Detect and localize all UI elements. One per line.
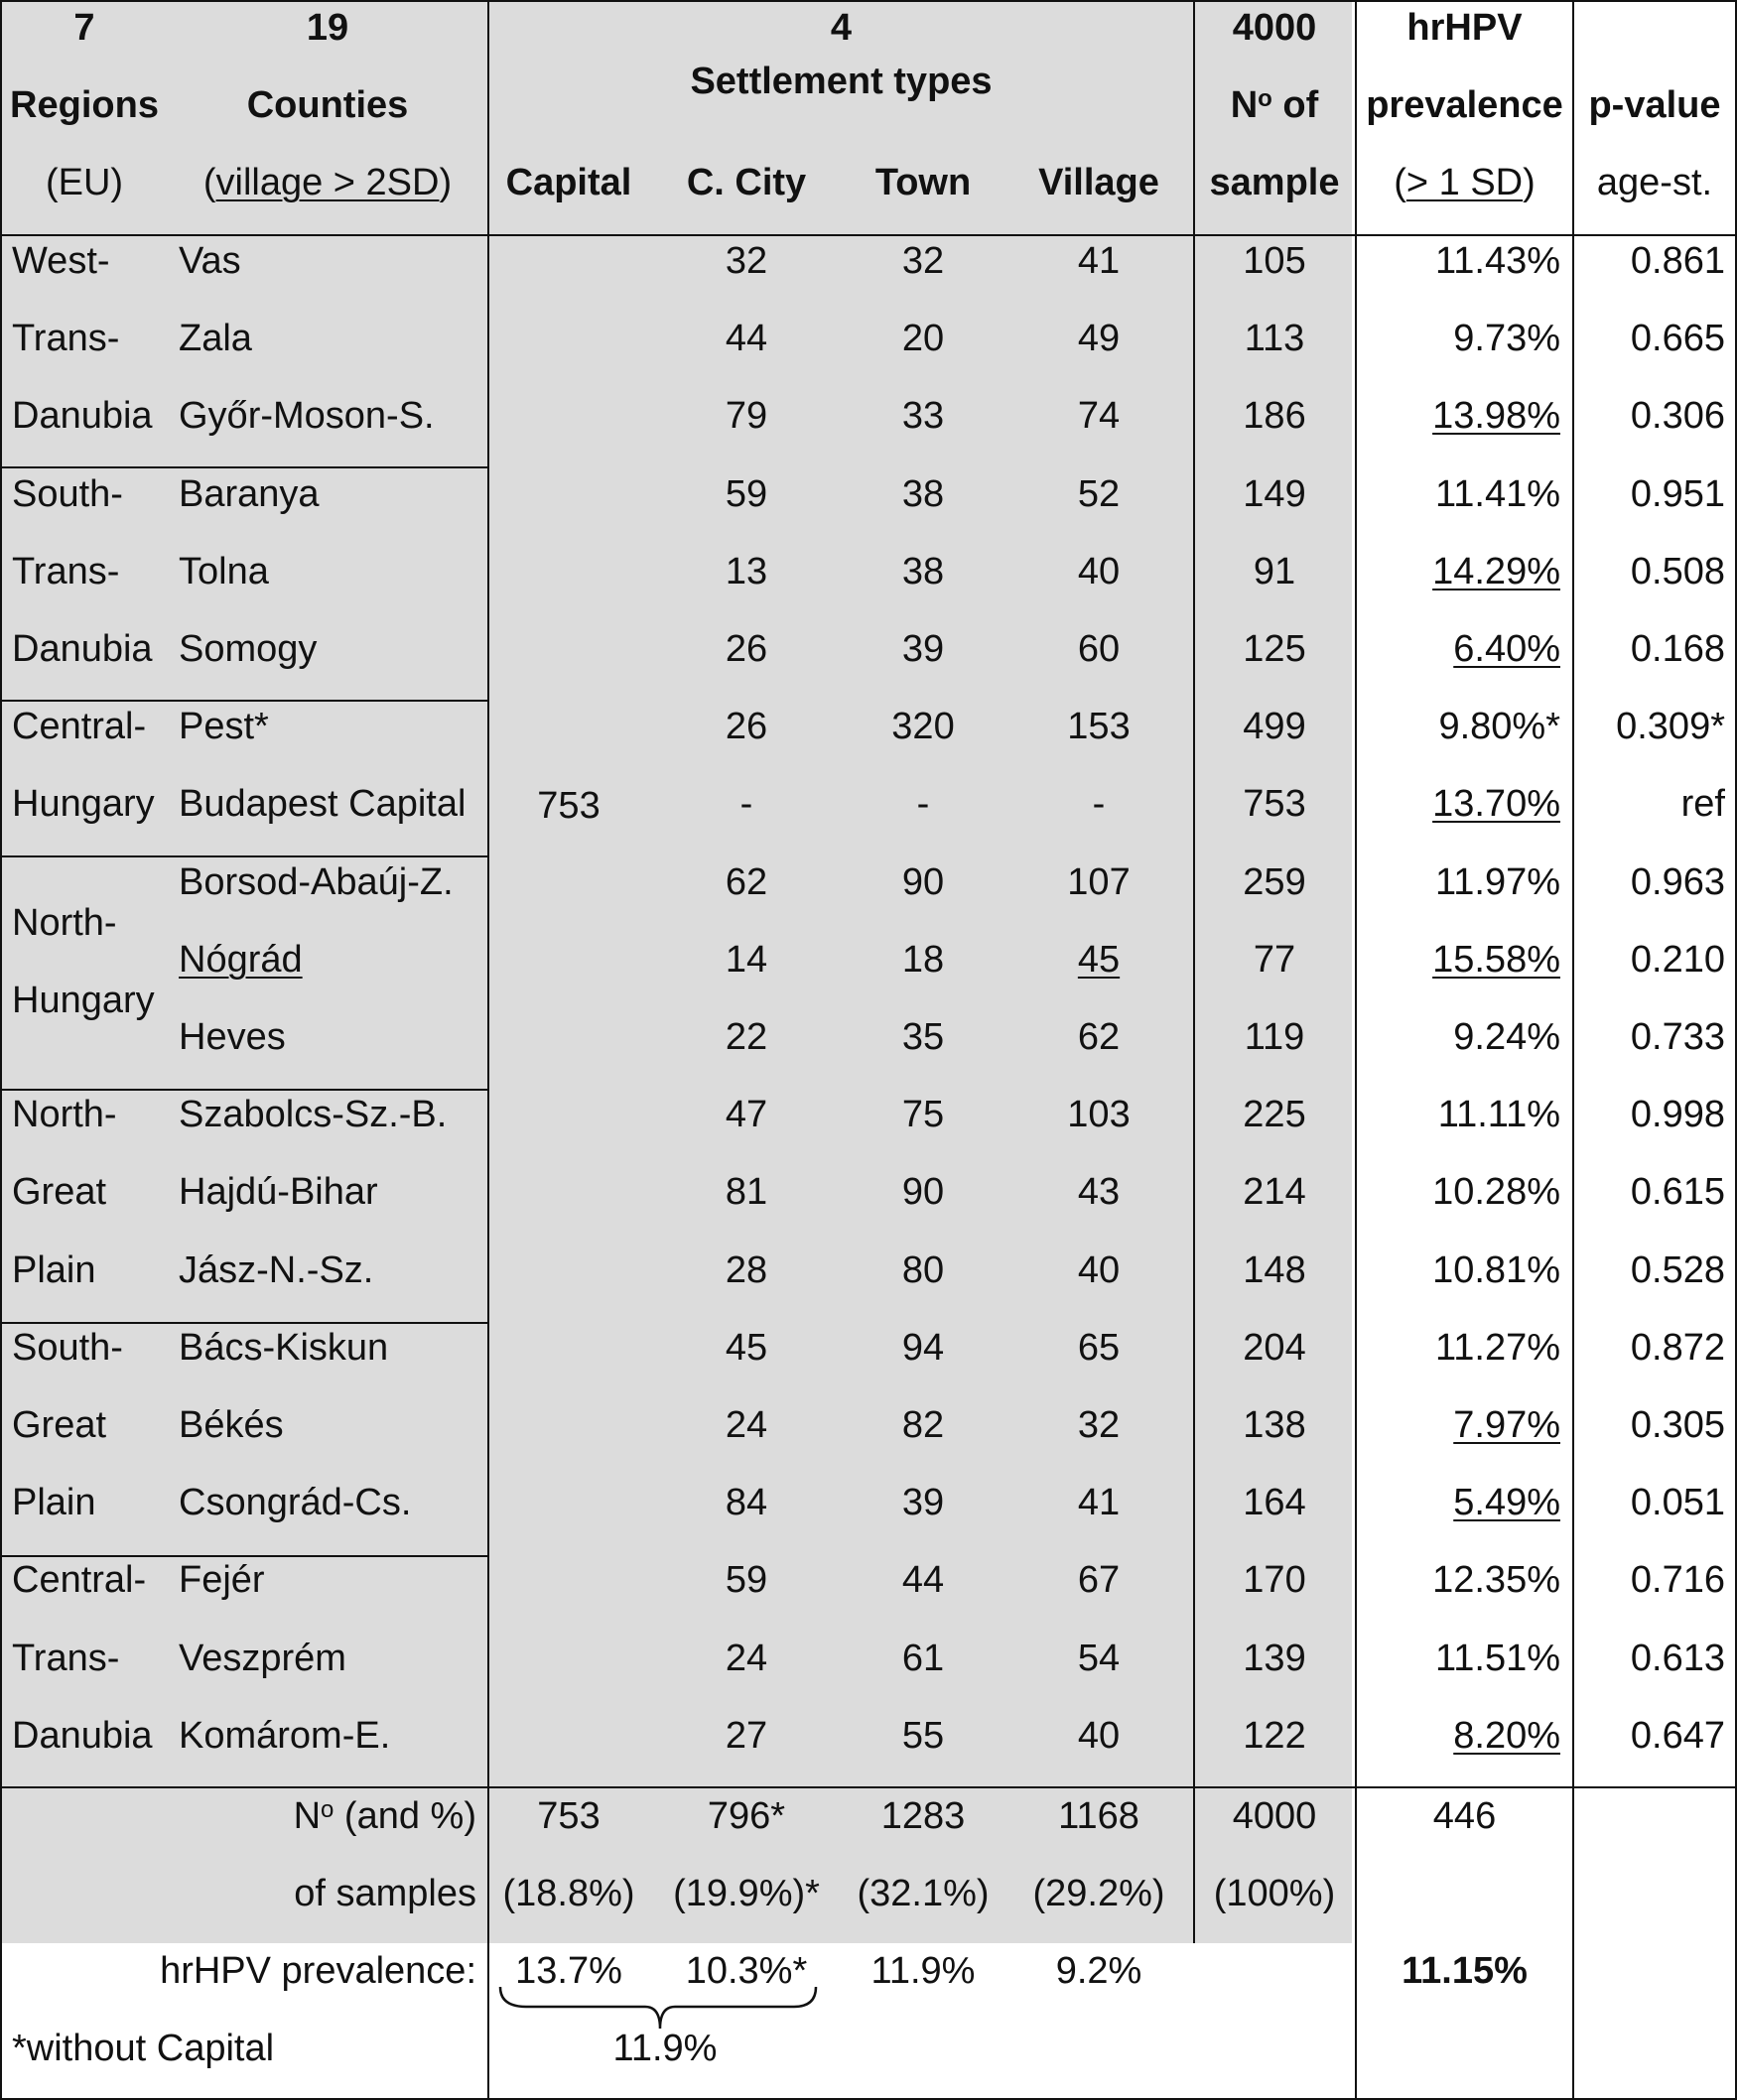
county-cell: Komárom-E. bbox=[179, 1715, 391, 1757]
prevalence-cell: 13.70% bbox=[1432, 783, 1560, 825]
county-cell: Vas bbox=[179, 240, 241, 282]
region-label: Hungary bbox=[12, 980, 155, 1021]
pvalue-cell: 0.210 bbox=[1630, 939, 1725, 981]
village-cell: 40 bbox=[1077, 1715, 1121, 1757]
village-cell: 40 bbox=[1077, 551, 1121, 592]
town-cell: 39 bbox=[901, 628, 945, 670]
region-label: West- bbox=[12, 240, 110, 282]
regions-sub: (EU) bbox=[45, 162, 124, 203]
town-cell: 55 bbox=[901, 1715, 945, 1757]
prevalence-cell: 14.29% bbox=[1432, 551, 1560, 592]
county-cell: Békés bbox=[179, 1404, 284, 1446]
county-cell: Borsod-Abaúj-Z. bbox=[179, 861, 454, 903]
sample-label-2: sample bbox=[1209, 162, 1340, 203]
village-cell: 60 bbox=[1077, 628, 1121, 670]
settlement-label: Settlement types bbox=[690, 61, 993, 102]
sample-cell: 186 bbox=[1243, 395, 1306, 437]
hline-region-2 bbox=[0, 700, 489, 702]
ccity-cell: 26 bbox=[725, 706, 768, 747]
summary-capital-pct: (18.8%) bbox=[502, 1873, 635, 1914]
summary-label: $N^o$ (and %) bbox=[293, 1795, 476, 1837]
ccity-cell: 24 bbox=[725, 1638, 768, 1679]
ccity-cell: 13 bbox=[725, 551, 768, 592]
town-cell: 38 bbox=[901, 551, 945, 592]
county-cell: Fejér bbox=[179, 1559, 265, 1601]
county-cell: Zala bbox=[179, 318, 252, 359]
capital-value: 753 bbox=[537, 785, 601, 827]
ccity-cell: 22 bbox=[725, 1016, 768, 1058]
summary-town: 1283 bbox=[880, 1795, 966, 1837]
town-cell: - bbox=[916, 783, 930, 825]
summary-capital: 753 bbox=[537, 1795, 601, 1837]
prevalence-cell: 11.41% bbox=[1434, 473, 1560, 515]
border-left bbox=[0, 0, 2, 2100]
ccity-cell: 27 bbox=[725, 1715, 768, 1757]
region-label: Danubia bbox=[12, 628, 153, 670]
village-cell: 67 bbox=[1077, 1559, 1121, 1601]
hpv-label-2: prevalence bbox=[1366, 84, 1563, 126]
pvalue-cell: 0.305 bbox=[1630, 1404, 1725, 1446]
prevalence-cell: 8.20% bbox=[1453, 1715, 1560, 1757]
ccity-cell: - bbox=[739, 783, 753, 825]
hline-region-6 bbox=[0, 1555, 489, 1557]
p-sub: age-st. bbox=[1596, 162, 1713, 203]
village-cell: 45 bbox=[1077, 939, 1121, 981]
pvalue-cell: 0.051 bbox=[1630, 1482, 1725, 1523]
town-cell: 80 bbox=[901, 1249, 945, 1291]
ccity-cell: 47 bbox=[725, 1094, 768, 1135]
sample-cell: 138 bbox=[1243, 1404, 1306, 1446]
ccity-cell: 59 bbox=[725, 473, 768, 515]
col-town: Town bbox=[874, 162, 972, 203]
town-cell: 320 bbox=[891, 706, 955, 747]
sample-cell: 170 bbox=[1243, 1559, 1306, 1601]
sample-cell: 139 bbox=[1243, 1638, 1306, 1679]
county-cell: Budapest Capital bbox=[179, 783, 467, 825]
village-cell: 153 bbox=[1067, 706, 1131, 747]
sample-cell: 499 bbox=[1243, 706, 1306, 747]
pvalue-cell: 0.647 bbox=[1630, 1715, 1725, 1757]
village-cell: 65 bbox=[1077, 1327, 1121, 1369]
pvalue-cell: 0.306 bbox=[1630, 395, 1725, 437]
hline-region-1 bbox=[0, 466, 489, 468]
village-cell: 62 bbox=[1077, 1016, 1121, 1058]
sample-cell: 125 bbox=[1243, 628, 1306, 670]
sample-cell: 204 bbox=[1243, 1327, 1306, 1369]
summary-ccity: 796* bbox=[707, 1795, 786, 1837]
prevalence-label: hrHPV prevalence: bbox=[160, 1950, 476, 1992]
village-cell: 43 bbox=[1077, 1171, 1121, 1213]
summary-positives: 446 bbox=[1432, 1795, 1497, 1837]
prevalence-cell: 11.97% bbox=[1434, 861, 1560, 903]
summary-total: 4000 bbox=[1232, 1795, 1317, 1837]
region-label: Danubia bbox=[12, 395, 153, 437]
region-label: Plain bbox=[12, 1482, 96, 1523]
pvalue-cell: 0.872 bbox=[1630, 1327, 1725, 1369]
sample-cell: 113 bbox=[1244, 318, 1305, 359]
village-cell: 32 bbox=[1077, 1404, 1121, 1446]
region-label: Trans- bbox=[12, 318, 120, 359]
counties-sub: (village > 2SD) bbox=[202, 162, 453, 203]
region-label: Danubia bbox=[12, 1715, 153, 1757]
county-cell: Jász-N.-Sz. bbox=[179, 1249, 374, 1291]
sample-cell: 225 bbox=[1243, 1094, 1306, 1135]
prevalence-cell: 9.24% bbox=[1453, 1016, 1560, 1058]
county-cell: Hajdú-Bihar bbox=[179, 1171, 378, 1213]
town-cell: 38 bbox=[901, 473, 945, 515]
summary-village-pct: (29.2%) bbox=[1032, 1873, 1165, 1914]
town-cell: 44 bbox=[901, 1559, 945, 1601]
pvalue-cell: 0.951 bbox=[1630, 473, 1725, 515]
county-cell: Szabolcs-Sz.-B. bbox=[179, 1094, 448, 1135]
village-cell: 40 bbox=[1077, 1249, 1121, 1291]
county-cell: Somogy bbox=[179, 628, 318, 670]
ccity-cell: 84 bbox=[725, 1482, 768, 1523]
summary-village: 1168 bbox=[1058, 1795, 1139, 1837]
sample-cell: 122 bbox=[1243, 1715, 1306, 1757]
vline-after-counties bbox=[487, 0, 489, 2100]
village-cell: 54 bbox=[1077, 1638, 1121, 1679]
ccity-cell: 59 bbox=[725, 1559, 768, 1601]
region-label: North- bbox=[12, 902, 117, 944]
town-cell: 90 bbox=[901, 861, 945, 903]
prevalence-ccity: 10.3%* bbox=[685, 1950, 808, 1992]
hline-region-5 bbox=[0, 1322, 489, 1324]
region-label: North- bbox=[12, 1094, 117, 1135]
hline-region-3 bbox=[0, 855, 489, 857]
regions-count: 7 bbox=[73, 7, 95, 49]
pvalue-cell: 0.665 bbox=[1630, 318, 1725, 359]
ccity-cell: 28 bbox=[725, 1249, 768, 1291]
prevalence-cell: 13.98% bbox=[1432, 395, 1560, 437]
col-capital: Capital bbox=[505, 162, 632, 203]
combined-prevalence: 11.9% bbox=[612, 2028, 718, 2069]
prevalence-cell: 11.43% bbox=[1434, 240, 1560, 282]
pvalue-cell: 0.963 bbox=[1630, 861, 1725, 903]
summary-town-pct: (32.1%) bbox=[857, 1873, 990, 1914]
town-cell: 35 bbox=[901, 1016, 945, 1058]
region-label: Trans- bbox=[12, 551, 120, 592]
county-cell: Tolna bbox=[179, 551, 269, 592]
counties-label: Counties bbox=[246, 84, 409, 126]
pvalue-cell: 0.733 bbox=[1630, 1016, 1725, 1058]
footnote: *without Capital bbox=[12, 2028, 275, 2069]
village-cell: 74 bbox=[1077, 395, 1121, 437]
county-cell: Nógrád bbox=[179, 939, 303, 981]
prevalence-cell: 10.28% bbox=[1432, 1171, 1560, 1213]
region-label: South- bbox=[12, 473, 123, 515]
col-ccity: C. City bbox=[686, 162, 807, 203]
town-cell: 39 bbox=[901, 1482, 945, 1523]
col-village: Village bbox=[1038, 162, 1159, 203]
hline-region-4 bbox=[0, 1089, 489, 1091]
border-top bbox=[0, 0, 1737, 2]
hline-header bbox=[0, 234, 1737, 236]
prevalence-cell: 10.81% bbox=[1432, 1249, 1560, 1291]
town-cell: 20 bbox=[901, 318, 945, 359]
village-cell: 49 bbox=[1077, 318, 1121, 359]
sample-cell: 214 bbox=[1243, 1171, 1306, 1213]
ccity-cell: 44 bbox=[725, 318, 768, 359]
p-label: p-value bbox=[1588, 84, 1721, 126]
summary-total-pct: (100%) bbox=[1213, 1873, 1336, 1914]
hpv-label-1: hrHPV bbox=[1406, 7, 1523, 49]
sample-cell: 105 bbox=[1243, 240, 1306, 282]
summary-label-2: of samples bbox=[294, 1873, 476, 1914]
region-label: Plain bbox=[12, 1249, 96, 1291]
summary-ccity-pct: (19.9%)* bbox=[673, 1873, 820, 1914]
prevalence-total: 11.15% bbox=[1402, 1950, 1528, 1992]
prevalence-cell: 9.73% bbox=[1453, 318, 1560, 359]
pvalue-cell: 0.528 bbox=[1630, 1249, 1725, 1291]
town-cell: 82 bbox=[901, 1404, 945, 1446]
sample-count: 4000 bbox=[1232, 7, 1317, 49]
ccity-cell: 45 bbox=[725, 1327, 768, 1369]
pvalue-cell: ref bbox=[1680, 783, 1725, 825]
town-cell: 94 bbox=[901, 1327, 945, 1369]
prevalence-cell: 12.35% bbox=[1432, 1559, 1560, 1601]
region-label: Great bbox=[12, 1171, 107, 1213]
prevalence-cell: 7.97% bbox=[1453, 1404, 1560, 1446]
region-label: Central- bbox=[12, 706, 147, 747]
county-cell: Bács-Kiskun bbox=[179, 1327, 389, 1369]
village-cell: 107 bbox=[1067, 861, 1131, 903]
sample-label: $N^o$ of bbox=[1230, 84, 1319, 126]
region-label: Central- bbox=[12, 1559, 147, 1601]
pvalue-cell: 0.168 bbox=[1630, 628, 1725, 670]
ccity-cell: 14 bbox=[725, 939, 768, 981]
pvalue-cell: 0.998 bbox=[1630, 1094, 1725, 1135]
county-cell: Csongrád-Cs. bbox=[179, 1482, 412, 1523]
village-cell: 52 bbox=[1077, 473, 1121, 515]
hline-summary bbox=[0, 1786, 1737, 1788]
settlement-count: 4 bbox=[830, 7, 853, 49]
village-cell: 103 bbox=[1067, 1094, 1131, 1135]
region-label: Great bbox=[12, 1404, 107, 1446]
town-cell: 32 bbox=[901, 240, 945, 282]
town-cell: 18 bbox=[901, 939, 945, 981]
town-cell: 75 bbox=[901, 1094, 945, 1135]
ccity-cell: 32 bbox=[725, 240, 768, 282]
counties-count: 19 bbox=[306, 7, 349, 49]
town-cell: 61 bbox=[901, 1638, 945, 1679]
hpv-sub: (> 1 SD) bbox=[1394, 162, 1536, 203]
sample-cell: 77 bbox=[1253, 939, 1296, 981]
prevalence-cell: 11.11% bbox=[1437, 1094, 1560, 1135]
region-label: South- bbox=[12, 1327, 123, 1369]
pvalue-cell: 0.861 bbox=[1630, 240, 1725, 282]
prevalence-capital: 13.7% bbox=[515, 1950, 622, 1992]
pvalue-cell: 0.508 bbox=[1630, 551, 1725, 592]
sample-cell: 148 bbox=[1243, 1249, 1306, 1291]
prevalence-village: 9.2% bbox=[1055, 1950, 1142, 1992]
region-label: Trans- bbox=[12, 1638, 120, 1679]
prevalence-cell: 6.40% bbox=[1453, 628, 1560, 670]
pvalue-cell: 0.615 bbox=[1630, 1171, 1725, 1213]
ccity-cell: 26 bbox=[725, 628, 768, 670]
ccity-cell: 62 bbox=[725, 861, 768, 903]
pvalue-cell: 0.716 bbox=[1630, 1559, 1725, 1601]
ccity-cell: 79 bbox=[725, 395, 768, 437]
sample-cell: 164 bbox=[1243, 1482, 1306, 1523]
prevalence-cell: 15.58% bbox=[1432, 939, 1560, 981]
town-cell: 33 bbox=[901, 395, 945, 437]
prevalence-cell: 11.51% bbox=[1434, 1638, 1560, 1679]
regions-label: Regions bbox=[10, 84, 159, 126]
village-cell: 41 bbox=[1077, 1482, 1121, 1523]
prevalence-cell: 5.49% bbox=[1453, 1482, 1560, 1523]
sample-cell: 149 bbox=[1243, 473, 1306, 515]
ccity-cell: 24 bbox=[725, 1404, 768, 1446]
prevalence-town: 11.9% bbox=[870, 1950, 976, 1992]
town-cell: 90 bbox=[901, 1171, 945, 1213]
sample-cell: 91 bbox=[1253, 551, 1296, 592]
sample-cell: 119 bbox=[1244, 1016, 1305, 1058]
ccity-cell: 81 bbox=[725, 1171, 768, 1213]
pvalue-cell: 0.613 bbox=[1630, 1638, 1725, 1679]
sample-cell: 259 bbox=[1243, 861, 1306, 903]
prevalence-cell: 11.27% bbox=[1434, 1327, 1560, 1369]
county-cell: Pest* bbox=[179, 706, 269, 747]
region-label: Hungary bbox=[12, 783, 155, 825]
county-cell: Heves bbox=[179, 1016, 286, 1058]
village-cell: 41 bbox=[1077, 240, 1121, 282]
pvalue-cell: 0.309* bbox=[1616, 706, 1725, 747]
county-cell: Baranya bbox=[179, 473, 320, 515]
village-cell: - bbox=[1092, 783, 1106, 825]
prevalence-cell: 9.80%* bbox=[1438, 706, 1560, 747]
county-cell: Győr-Moson-S. bbox=[179, 395, 435, 437]
sample-cell: 753 bbox=[1243, 783, 1306, 825]
county-cell: Veszprém bbox=[179, 1638, 346, 1679]
